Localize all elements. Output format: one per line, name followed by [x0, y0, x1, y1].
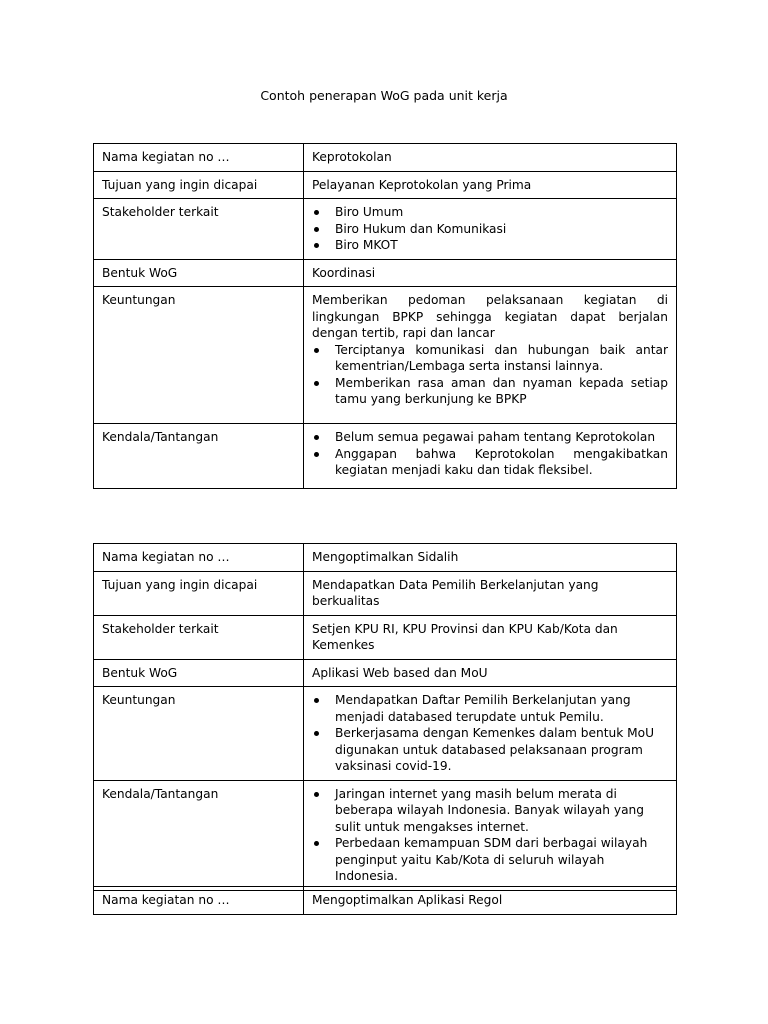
keuntungan-list — [312, 692, 668, 775]
table-row — [94, 780, 677, 890]
bullet-icon — [314, 435, 319, 440]
value-nama: Keprotokolan — [304, 144, 677, 172]
value-tujuan: Pelayanan Keprotokolan yang Prima — [304, 171, 677, 199]
value-kendala — [304, 780, 677, 890]
table-row — [94, 544, 677, 572]
bullet-icon — [314, 698, 319, 703]
page-title: Contoh penerapan WoG pada unit kerja — [260, 88, 508, 103]
value-keuntungan — [304, 687, 677, 781]
list-item: Jaringan internet yang masih belum merata di beberapa wilayah Indonesia. Banyak wilayah yang sulit untuk mengakses internet. — [312, 786, 668, 836]
value-nama: Mengoptimalkan Aplikasi Regol — [304, 887, 677, 915]
value-bentuk: Koordinasi — [304, 259, 677, 287]
value-keuntungan — [304, 287, 677, 424]
bullet-icon — [314, 348, 319, 353]
value-bentuk: Aplikasi Web based dan MoU — [304, 659, 677, 687]
label-nama: Nama kegiatan no … — [94, 544, 304, 572]
keuntungan-intro: Memberikan pedoman pelaksanaan kegiatan di lingkungan BPKP sehingga kegiatan dapat berjalan dengan tertib, rapi dan lancar — [312, 293, 668, 340]
bullet-icon — [314, 381, 319, 386]
table-row — [94, 571, 677, 615]
table-row — [94, 259, 677, 287]
table-row — [94, 687, 677, 781]
bullet-icon — [314, 227, 319, 232]
wog-table-1 — [93, 143, 677, 489]
list-item: Perbedaan kemampuan SDM dari berbagai wilayah penginput yaitu Kab/Kota di seluruh wilayah Indonesia. — [312, 835, 668, 885]
label-keuntungan: Keuntungan — [94, 687, 304, 781]
label-kendala: Kendala/Tantangan — [94, 780, 304, 890]
wog-table-3 — [93, 886, 677, 915]
label-tujuan: Tujuan yang ingin dicapai — [94, 571, 304, 615]
label-bentuk: Bentuk WoG — [94, 259, 304, 287]
table-row — [94, 615, 677, 659]
label-stakeholder: Stakeholder terkait — [94, 199, 304, 260]
table-row — [94, 199, 677, 260]
list-item: Belum semua pegawai paham tentang Keprotokolan — [312, 429, 668, 446]
table-row — [94, 171, 677, 199]
list-item: Biro MKOT — [312, 237, 668, 254]
stakeholder-list — [312, 204, 668, 254]
label-keuntungan: Keuntungan — [94, 287, 304, 424]
label-nama: Nama kegiatan no … — [94, 887, 304, 915]
bullet-icon — [314, 210, 319, 215]
list-item: Terciptanya komunikasi dan hubungan baik antar kementrian/Lembaga serta instansi lainnya. — [312, 342, 668, 375]
label-bentuk: Bentuk WoG — [94, 659, 304, 687]
bullet-icon — [314, 731, 319, 736]
table-row — [94, 887, 677, 915]
kendala-list — [312, 429, 668, 479]
table-row — [94, 287, 677, 424]
list-item: Mendapatkan Daftar Pemilih Berkelanjutan yang menjadi databased terupdate untuk Pemilu. — [312, 692, 668, 725]
list-item: Memberikan rasa aman dan nyaman kepada setiap tamu yang berkunjung ke BPKP — [312, 375, 668, 408]
label-tujuan: Tujuan yang ingin dicapai — [94, 171, 304, 199]
table-row — [94, 659, 677, 687]
value-tujuan: Mendapatkan Data Pemilih Berkelanjutan yang berkualitas — [304, 571, 677, 615]
wog-table-2 — [93, 543, 677, 891]
value-stakeholder: Setjen KPU RI, KPU Provinsi dan KPU Kab/Kota dan Kemenkes — [304, 615, 677, 659]
value-stakeholder — [304, 199, 677, 260]
kendala-list — [312, 786, 668, 885]
list-item: Anggapan bahwa Keprotokolan mengakibatkan kegiatan menjadi kaku dan tidak fleksibel. — [312, 446, 668, 479]
list-item: Biro Hukum dan Komunikasi — [312, 221, 668, 238]
label-stakeholder: Stakeholder terkait — [94, 615, 304, 659]
label-nama: Nama kegiatan no … — [94, 144, 304, 172]
bullet-icon — [314, 243, 319, 248]
keuntungan-list — [312, 342, 668, 408]
table-row — [94, 424, 677, 489]
bullet-icon — [314, 841, 319, 846]
list-item: Berkerjasama dengan Kemenkes dalam bentuk MoU digunakan untuk databased pelaksanaan program vaksinasi covid-19. — [312, 725, 668, 775]
bullet-icon — [314, 452, 319, 457]
bullet-icon — [314, 792, 319, 797]
table-row — [94, 144, 677, 172]
list-item: Biro Umum — [312, 204, 668, 221]
value-nama: Mengoptimalkan Sidalih — [304, 544, 677, 572]
value-kendala — [304, 424, 677, 489]
label-kendala: Kendala/Tantangan — [94, 424, 304, 489]
